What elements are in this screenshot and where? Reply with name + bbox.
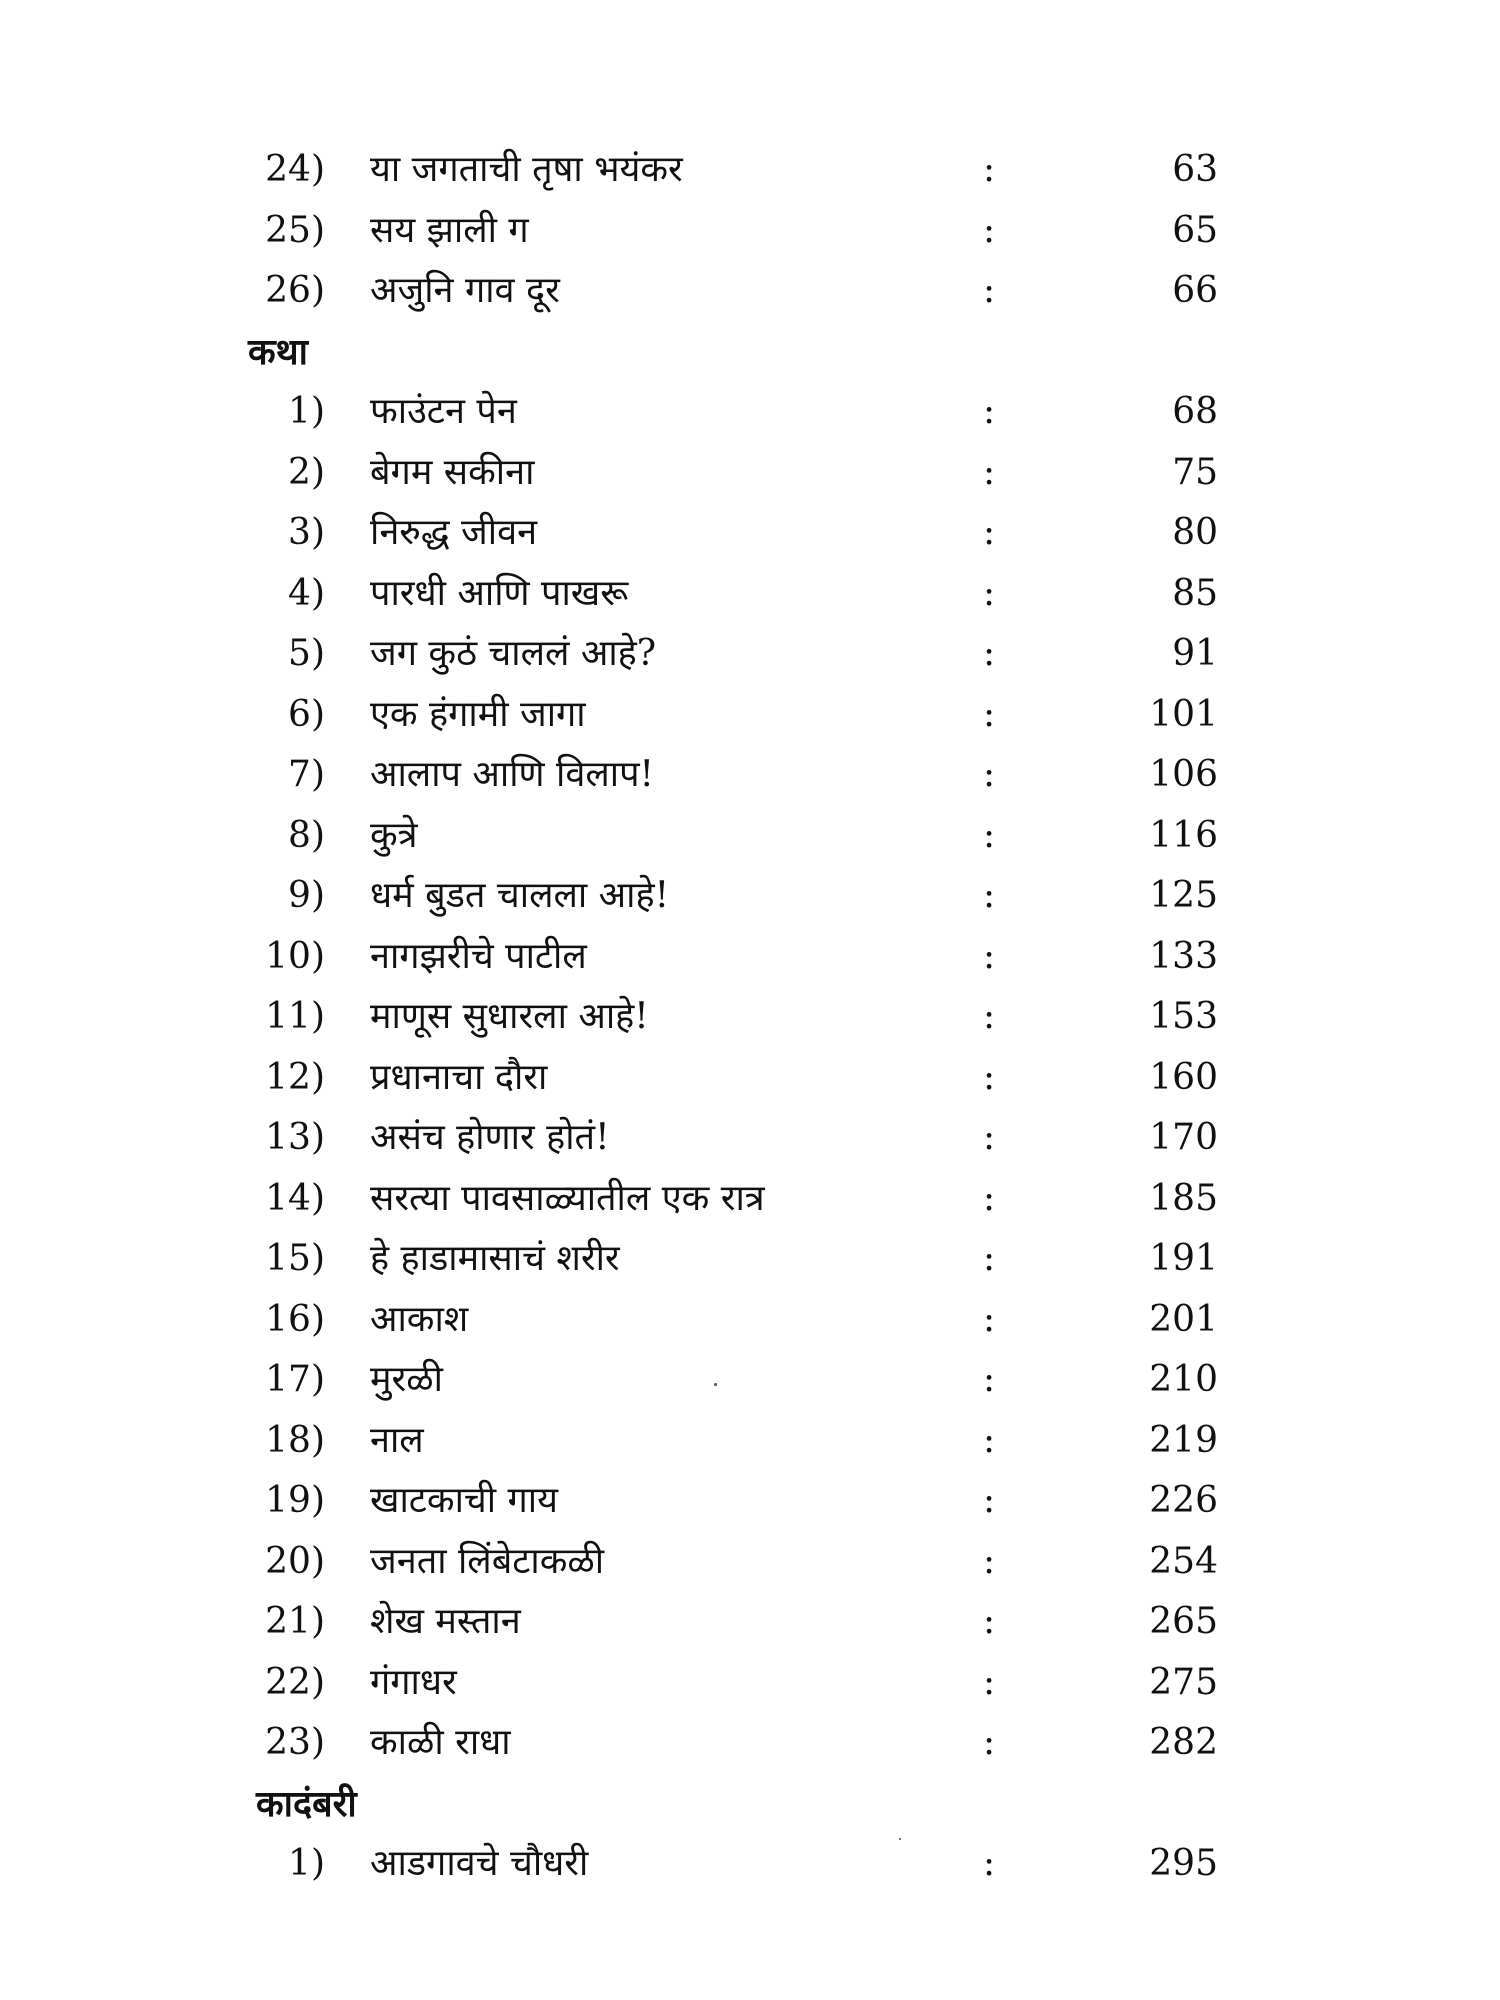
entry-title: जग कुठं चाललं आहे?: [370, 633, 657, 674]
entry-title: बेगम सकीना: [370, 451, 535, 493]
toc-entry: [0, 261, 1500, 322]
entry-title: गंगाधर: [370, 1661, 457, 1703]
entry-page-number: 80: [1172, 512, 1218, 553]
entry-separator: :: [983, 754, 996, 795]
entry-number: 8): [288, 814, 325, 856]
toc-entry: [0, 806, 1500, 867]
entry-title: काळी राधा: [370, 1722, 511, 1763]
entry-number: 1): [288, 391, 325, 432]
entry-separator: :: [983, 1722, 996, 1763]
print-speck: [899, 1838, 901, 1840]
entry-page-number: 185: [1149, 1177, 1218, 1219]
entry-title: एक हंगामी जागा: [370, 693, 586, 735]
entry-number: 25): [265, 209, 325, 251]
entry-page-number: 295: [1149, 1843, 1218, 1884]
entry-title: या जगताची तृषा भयंकर: [370, 149, 683, 190]
toc-entry: [0, 1471, 1500, 1532]
continued-entries: [0, 140, 1500, 322]
entry-page-number: 282: [1149, 1722, 1218, 1763]
entry-separator: :: [983, 1117, 996, 1158]
toc-entry: [0, 1592, 1500, 1653]
entry-title: हे हाडामासाचं शरीर: [370, 1238, 620, 1279]
entry-separator: :: [983, 935, 996, 977]
entry-title: निरुद्ध जीवन: [370, 512, 538, 553]
entry-separator: :: [983, 1480, 996, 1521]
toc-entry: [0, 1532, 1500, 1593]
entry-number: 12): [265, 1056, 325, 1098]
entry-number: 17): [265, 1359, 325, 1400]
entry-number: 26): [265, 270, 325, 311]
toc-entry: [0, 927, 1500, 988]
entry-separator: :: [983, 1238, 996, 1279]
entry-title: नागझरीचे पाटील: [370, 935, 587, 977]
toc-entry: [0, 1108, 1500, 1169]
entry-title: मुरळी: [370, 1359, 443, 1400]
entry-page-number: 160: [1149, 1056, 1218, 1098]
entry-title: असंच होणार होतं!: [370, 1117, 610, 1158]
entry-separator: :: [983, 451, 996, 493]
toc-entry: [0, 745, 1500, 806]
entry-separator: :: [983, 1601, 996, 1642]
entry-page-number: 101: [1149, 693, 1218, 735]
toc-entry: [0, 140, 1500, 201]
toc-entry: [0, 624, 1500, 685]
toc-entry: [0, 1229, 1500, 1290]
entry-title: पारधी आणि पाखरू: [370, 572, 629, 614]
entry-page-number: 201: [1149, 1298, 1218, 1340]
toc-entry: [0, 1411, 1500, 1472]
toc-entry: [0, 1653, 1500, 1714]
entry-number: 24): [265, 149, 325, 190]
entry-separator: :: [983, 391, 996, 432]
toc-entry: [0, 382, 1500, 443]
entry-page-number: 170: [1149, 1117, 1218, 1158]
entry-separator: :: [983, 1843, 996, 1884]
entry-number: 5): [288, 633, 325, 674]
entry-number: 7): [288, 754, 325, 795]
entry-separator: :: [983, 875, 996, 916]
entry-separator: :: [983, 1419, 996, 1461]
entry-page-number: 63: [1172, 149, 1218, 190]
toc-entry: [0, 987, 1500, 1048]
entry-title: जनता लिंबेटाकळी: [370, 1540, 605, 1582]
entry-title: प्रधानाचा दौरा: [370, 1056, 548, 1098]
entry-number: 21): [265, 1601, 325, 1642]
print-speck: [714, 1383, 717, 1386]
entry-number: 6): [288, 693, 325, 735]
entry-separator: :: [983, 1359, 996, 1400]
entry-page-number: 125: [1149, 875, 1218, 916]
entry-number: 10): [265, 935, 325, 977]
toc-entry: [0, 1713, 1500, 1774]
entry-number: 22): [265, 1661, 325, 1703]
entry-separator: :: [983, 512, 996, 553]
entry-number: 20): [265, 1540, 325, 1582]
entry-number: 2): [288, 451, 325, 493]
toc-entry: [0, 1290, 1500, 1351]
entry-title: माणूस सुधारला आहे!: [370, 996, 649, 1037]
entry-separator: :: [983, 1056, 996, 1098]
entry-separator: :: [983, 209, 996, 251]
entry-page-number: 210: [1149, 1359, 1218, 1400]
entry-number: 18): [265, 1419, 325, 1461]
entry-title: खाटकाची गाय: [370, 1480, 558, 1521]
entry-title: फाउंटन पेन: [370, 391, 517, 432]
entry-separator: :: [983, 1298, 996, 1340]
entry-page-number: 254: [1149, 1540, 1218, 1582]
entry-title: आलाप आणि विलाप!: [370, 754, 654, 795]
katha-entries: [0, 382, 1500, 1774]
entry-separator: :: [983, 270, 996, 311]
entry-page-number: 66: [1172, 270, 1218, 311]
toc-entry: [0, 685, 1500, 746]
toc-entry: [0, 201, 1500, 262]
entry-page-number: 275: [1149, 1661, 1218, 1703]
entry-number: 11): [265, 996, 325, 1037]
toc-entry: [0, 866, 1500, 927]
entry-title: कुत्रे: [370, 814, 418, 856]
toc-entry: [0, 1350, 1500, 1411]
entry-page-number: 153: [1149, 996, 1218, 1037]
entry-page-number: 191: [1149, 1238, 1218, 1279]
entry-title: आकाश: [370, 1298, 469, 1340]
entry-title: धर्म बुडत चालला आहे!: [370, 875, 670, 916]
entry-page-number: 116: [1149, 814, 1218, 856]
entry-title: सय झाली ग: [370, 209, 529, 251]
entry-separator: :: [983, 572, 996, 614]
toc-entry: [0, 443, 1500, 504]
entry-separator: :: [983, 1661, 996, 1703]
entry-separator: :: [983, 693, 996, 735]
entry-number: 19): [265, 1480, 325, 1521]
entry-page-number: 133: [1149, 935, 1218, 977]
entry-number: 23): [265, 1722, 325, 1763]
entry-number: 1): [288, 1843, 325, 1884]
entry-number: 14): [265, 1177, 325, 1219]
entry-separator: :: [983, 1540, 996, 1582]
entry-separator: :: [983, 633, 996, 674]
entry-page-number: 68: [1172, 391, 1218, 432]
toc-entry: [0, 503, 1500, 564]
entry-separator: :: [983, 996, 996, 1037]
entry-number: 16): [265, 1298, 325, 1340]
entry-number: 9): [288, 875, 325, 916]
entry-number: 15): [265, 1238, 325, 1279]
entry-page-number: 75: [1172, 451, 1218, 493]
section-heading-kadambari: कादंबरी: [256, 1782, 357, 1825]
toc-entry: [0, 1834, 1500, 1895]
entry-separator: :: [983, 1177, 996, 1219]
entry-page-number: 226: [1149, 1480, 1218, 1521]
entry-number: 13): [265, 1117, 325, 1158]
entry-title: नाल: [370, 1419, 424, 1461]
entry-page-number: 65: [1172, 209, 1218, 251]
entry-separator: :: [983, 149, 996, 190]
section-heading-katha: कथा: [248, 330, 308, 373]
table-of-contents: [0, 140, 1500, 1895]
entry-page-number: 265: [1149, 1601, 1218, 1642]
entry-page-number: 85: [1172, 572, 1218, 614]
kadambari-entries: [0, 1834, 1500, 1895]
entry-number: 4): [288, 572, 325, 614]
entry-title: शेख मस्तान: [370, 1601, 521, 1642]
toc-entry: [0, 564, 1500, 625]
toc-entry: [0, 1048, 1500, 1109]
toc-entry: [0, 1169, 1500, 1230]
entry-number: 3): [288, 512, 325, 553]
entry-title: अजुनि गाव दूर: [370, 270, 560, 311]
entry-title: सरत्या पावसाळ्यातील एक रात्र: [370, 1177, 765, 1219]
entry-page-number: 91: [1172, 633, 1218, 674]
entry-title: आडगावचे चौधरी: [370, 1843, 589, 1884]
entry-page-number: 106: [1149, 754, 1218, 795]
entry-separator: :: [983, 814, 996, 856]
entry-page-number: 219: [1149, 1419, 1218, 1461]
